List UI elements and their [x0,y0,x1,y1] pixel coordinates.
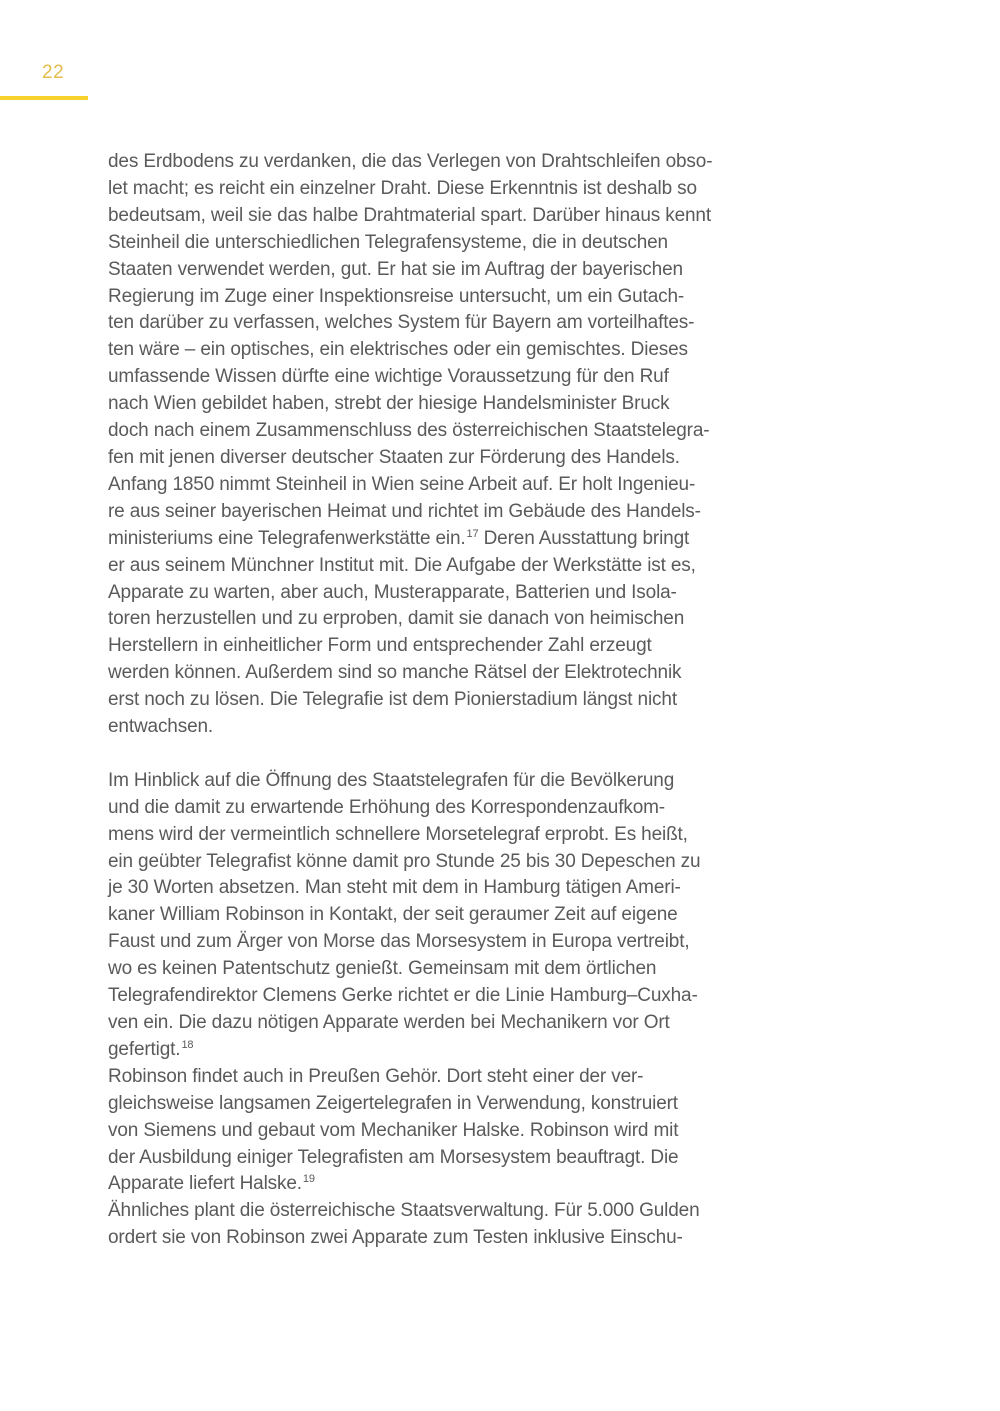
text-line: ven ein. Die dazu nötigen Apparate werden bei Mechanikern vor Ort [108,1011,670,1033]
text-line: gefertigt.$^{18}$ [108,1038,194,1060]
text-line: Im Hinblick auf die Öffnung des Staatstelegrafen für die Bevölkerung [108,769,675,791]
text-line: Robinson findet auch in Preußen Gehör. Dort steht einer der ver- [108,1065,644,1087]
text-line: nach Wien gebildet haben, strebt der hiesige Handelsminister Bruck [108,393,670,415]
text-line: Steinheil die unterschiedlichen Telegrafensysteme, die in deutschen [108,231,668,253]
text-line: wo es keinen Patentschutz genießt. Gemeinsam mit dem örtlichen [108,958,657,980]
paragraph [108,149,788,741]
text-line: ordert sie von Robinson zwei Apparate zum Testen inklusive Einschu- [108,1227,683,1249]
text-line: je 30 Worten absetzen. Man steht mit dem in Hamburg tätigen Ameri- [108,877,681,899]
text-line: ten darüber zu verfassen, welches System für Bayern am vorteilhaftes- [108,312,695,334]
text-line: Herstellern in einheitlicher Form und entsprechender Zahl erzeugt [108,635,652,657]
text-line: entwachsen. [108,716,214,738]
text-line: er aus seinem Münchner Institut mit. Die Aufgabe der Werkstätte ist es, [108,554,696,576]
paragraph [108,1064,788,1199]
paragraph [108,1198,788,1252]
header-rule [0,96,88,100]
text-line: des Erdbodens zu verdanken, die das Verlegen von Drahtschleifen obso- [108,151,713,172]
text-line: Telegrafendirektor Clemens Gerke richtet er die Linie Hamburg–Cuxha- [108,985,698,1007]
footnote-ref: 19 [302,1173,315,1186]
text-line: Staaten verwendet werden, gut. Er hat sie im Auftrag der bayerischen [108,258,683,280]
text-line: Regierung im Zuge einer Inspektionsreise untersucht, um ein Gutach- [108,285,685,307]
text-line: bedeutsam, weil sie das halbe Drahtmaterial spart. Darüber hinaus kennt [108,204,711,226]
text-line: von Siemens und gebaut vom Mechaniker Halske. Robinson wird mit [108,1119,679,1141]
text-line: Apparate liefert Halske.$^{19}$ [108,1173,315,1195]
text-line: toren herzustellen und zu erproben, damit sie danach von heimischen [108,608,685,630]
text-line: erst noch zu lösen. Die Telegrafie ist dem Pionierstadium längst nicht [108,689,677,711]
text-line: Ähnliches plant die österreichische Staatsverwaltung. Für 5.000 Gulden [108,1200,700,1222]
footnote-ref: 17 [466,527,479,540]
text-line: ten wäre – ein optisches, ein elektrisches oder ein gemischtes. Dieses [108,339,688,361]
text-line: mens wird der vermeintlich schnellere Morsetelegraf erprobt. Es heißt, [108,823,688,845]
text-line: werden können. Außerdem sind so manche Rätsel der Elektrotechnik [108,662,682,684]
text-line: der Ausbildung einiger Telegrafisten am Morsesystem beauftragt. Die [108,1146,679,1168]
text-line: re aus seiner bayerischen Heimat und richtet im Gebäude des Handels- [108,500,701,522]
text-line: kaner William Robinson in Kontakt, der seit geraumer Zeit auf eigene [108,904,678,926]
footnote-ref: 18 [181,1038,194,1051]
text-line: doch nach einem Zusammenschluss des österreichischen Staatstelegra- [108,420,710,442]
text-line: Faust und zum Ärger von Morse das Morsesystem in Europa vertreibt, [108,931,690,953]
text-line: Anfang 1850 nimmt Steinheil in Wien seine Arbeit auf. Er holt Ingenieu- [108,473,696,495]
text-line: fen mit jenen diverser deutscher Staaten zur Förderung des Handels. [108,446,680,468]
body-text [108,149,788,1252]
page-number: 22 [42,62,65,83]
text-line: ministeriums eine Telegrafenwerkstätte ein.$^{17}$ Deren Ausstattung bringt [108,527,690,549]
text-line: let macht; es reicht ein einzelner Draht. Diese Erkenntnis ist deshalb so [108,177,697,199]
text-line: Apparate zu warten, aber auch, Musterapparate, Batterien und Isola- [108,581,677,603]
text-line: ein geübter Telegrafist könne damit pro Stunde 25 bis 30 Depeschen zu [108,850,701,872]
paragraph [108,768,788,1064]
text-line: und die damit zu erwartende Erhöhung des Korrespondenzaufkom- [108,796,665,818]
text-line: umfassende Wissen dürfte eine wichtige Voraussetzung für den Ruf [108,366,669,388]
text-line: gleichsweise langsamen Zeigertelegrafen in Verwendung, konstruiert [108,1092,678,1114]
